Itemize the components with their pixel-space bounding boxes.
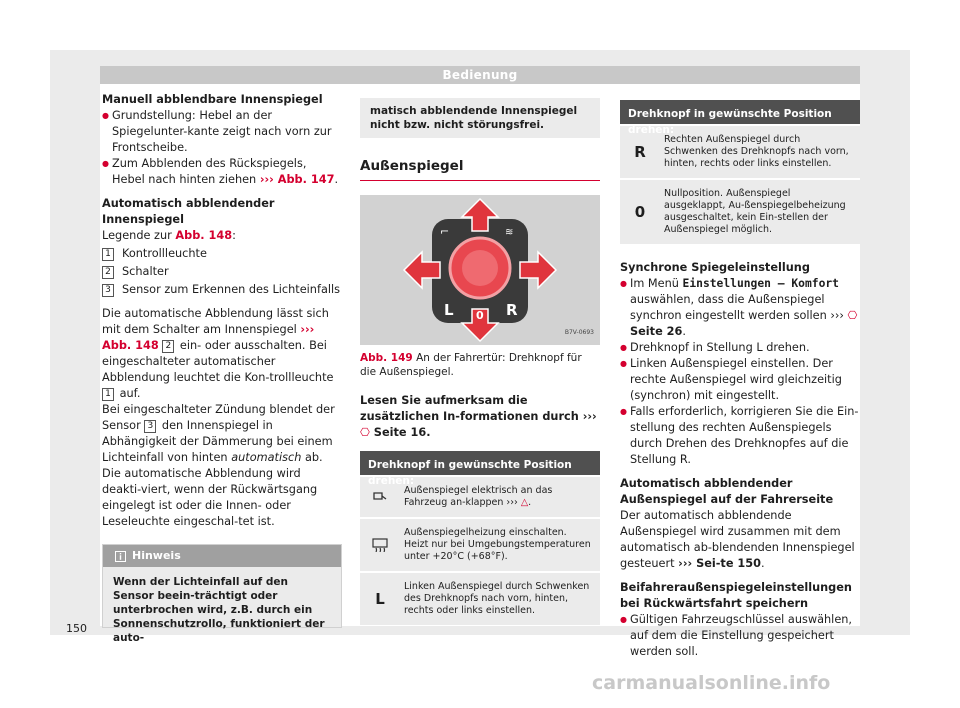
row-text: Rechten Außenspiegel durch Schwenken des Drehknopfs nach vorn, hinten, rechts oder links einstellen.: [664, 134, 849, 169]
svg-text:⌐: ⌐: [440, 225, 450, 238]
bullet-knob-l: ● Drehknopf in Stellung L drehen.: [620, 340, 860, 356]
mirror-knob-illustration: [360, 195, 600, 345]
position-l-label: L: [375, 590, 385, 608]
table-head: Drehknopf in gewünschte Position drehen:: [360, 451, 600, 475]
mirror-heating-icon: [360, 519, 400, 571]
bullet-correct-right: ● Falls erforderlich, korrigieren Sie die Ein-stellung des rechten Außenspiegels durch Drehen des Drehknopfes auf die Stellung R.: [620, 404, 860, 468]
fold-mirror-icon: [360, 477, 400, 517]
table-head: Drehknopf in gewünschte Position drehen:: [620, 100, 860, 124]
paragraph-auto-outside: Der automatisch abblendende Außenspiegel wird zusammen mit dem automatisch ab-blendenden Innenspiegel gesteuert ››› Sei-te 150.: [620, 509, 855, 570]
page-number: 150: [66, 622, 87, 635]
row-text: Nullposition. Außenspiegel ausgeklappt, Au-ßenspiegelbeheizung ausgeschaltet, kein Ein-stellen der Außenspiegel möglich.: [664, 188, 846, 235]
paragraph-sensor: Bei eingeschalteter Zündung blendet der Sensor 3 den Innenspiegel in Abhängigkeit der Dämmerung bei einem Lichteinfall von hinten automatisch ab.: [102, 403, 335, 464]
bullet-left-mirror: ● Linken Außenspiegel einstellen. Der rechte Außenspiegel wird gleichzeitig (synchron) mit eingestellt.: [620, 356, 860, 404]
legend-item: 2 Schalter: [102, 264, 342, 280]
section-title-mirrors: Außenspiegel: [360, 158, 600, 181]
svg-text:L: L: [444, 301, 454, 319]
table-row: [620, 178, 860, 244]
bullet-menu: ● Im Menü Einstellungen – Komfort auswählen, dass die Außenspiegel synchron eingestellt werden sollen ››› ⎔ Seite 26.: [620, 276, 860, 340]
bullet-dim-mirror: ● Zum Abblenden des Rückspiegels, Hebel nach hinten ziehen ››› Abb. 147.: [102, 156, 342, 188]
position-r-label: R: [634, 143, 646, 161]
legend-item: 3 Sensor zum Erkennen des Lichteinfalls: [102, 282, 342, 298]
svg-text:0: 0: [476, 309, 484, 322]
legend-item: 1 Kontrollleuchte: [102, 246, 342, 262]
paragraph-deactivation: Die automatische Abblendung wird deakti-viert, wenn der Rückwärtsgang eingelegt ist oder die Innen- oder Leseleuchte eingeschal-tet ist.: [102, 467, 318, 528]
table-row: [360, 517, 600, 571]
heading-sync-adjust: Synchrone Spiegeleinstellung: [620, 261, 810, 274]
ref-fig-148-b[interactable]: ››› Abb. 148: [102, 323, 315, 352]
column-1: [102, 92, 342, 644]
read-more-note: Lesen Sie aufmerksam die zusätzlichen In-formationen durch ››› ⎔ Seite 16.: [360, 394, 597, 439]
hint-text: Wenn der Lichteinfall auf den Sensor beein-trächtigt oder unterbrochen wird, z.B. durch ein Sonnenschutzrollo, funktioniert der auto-: [103, 567, 341, 627]
knob-position-table-1: [360, 451, 600, 625]
watermark: carmanualsonline.info: [592, 672, 831, 694]
book-icon: ⎔: [847, 309, 858, 322]
figure-mirror-knob: [360, 195, 600, 345]
menu-path: Einstellungen – Komfort: [682, 277, 839, 290]
row-text: Außenspiegelheizung einschalten. Heizt nur bei Umgebungstemperaturen unter +20°C (+68°F).: [404, 527, 591, 562]
knob-position-table-2: [620, 100, 860, 244]
hint-box: [102, 544, 342, 644]
hint-title: Hinweis: [132, 549, 181, 562]
heading-manual-mirror: Manuell abblendbare Innenspiegel: [102, 93, 323, 106]
bullet-basic-position: ● Grundstellung: Hebel an der Spiegelunter-kante zeigt nach vorn zur Frontscheibe.: [102, 108, 342, 156]
heading-auto-mirror: Automatisch abblendender Innenspiegel: [102, 197, 275, 226]
info-icon: [115, 551, 126, 562]
table-row: Außenspiegel elektrisch an das Fahrzeug an-klappen ››› △.: [360, 475, 600, 517]
ref-page-16[interactable]: Seite 16: [369, 426, 427, 439]
ref-page-150[interactable]: ››› Sei-te 150: [678, 557, 762, 570]
position-0-label: 0: [634, 203, 646, 221]
column-3: [620, 100, 860, 660]
figure-caption: Abb. 149 An der Fahrertür: Drehknopf für die Außenspiegel.: [360, 352, 582, 378]
row-text: Linken Außenspiegel durch Schwenken des Drehknopfs nach vorn, hinten, rechts oder links einstellen.: [404, 581, 590, 616]
table-row: [360, 571, 600, 625]
svg-text:≋: ≋: [505, 227, 514, 238]
ref-fig-148[interactable]: Abb. 148: [175, 229, 233, 242]
figure-code: B7V-0693: [564, 329, 594, 336]
warning-icon: △: [520, 497, 529, 508]
ref-page-26[interactable]: Seite 26: [630, 325, 683, 338]
heading-auto-outside-mirror: Automatisch abblendender Außenspiegel auf der Fahrerseite: [620, 477, 834, 506]
ref-fig-147[interactable]: ››› Abb. 147: [259, 173, 335, 186]
table-row: [620, 124, 860, 178]
column-2: [360, 100, 600, 625]
legend-intro: Legende zur Abb. 148:: [102, 229, 236, 242]
hint-continued: matisch abblendende Innenspiegel nicht bzw. nicht störungsfrei.: [360, 98, 600, 138]
svg-text:R: R: [506, 301, 518, 319]
paragraph-auto-dimming: Die automatische Abblendung lässt sich mit dem Schalter am Innenspiegel ››› Abb. 148 2 ein- oder ausschalten. Bei eingeschalteter automatischer Abblendung leuchtet die Kon-trollleuchte 1 auf.: [102, 307, 334, 400]
row-text: Außenspiegel elektrisch an das Fahrzeug an-klappen ›››: [404, 485, 553, 508]
book-icon: ⎔: [360, 426, 370, 439]
bullet-select-key: ● Gültigen Fahrzeugschlüssel auswählen, auf dem die Einstellung gespeichert werden soll.: [620, 612, 860, 660]
heading-save-settings: Beifahreraußenspiegeleinstellungen bei Rückwärtsfahrt speichern: [620, 581, 852, 610]
page-header: Bedienung: [100, 66, 860, 84]
